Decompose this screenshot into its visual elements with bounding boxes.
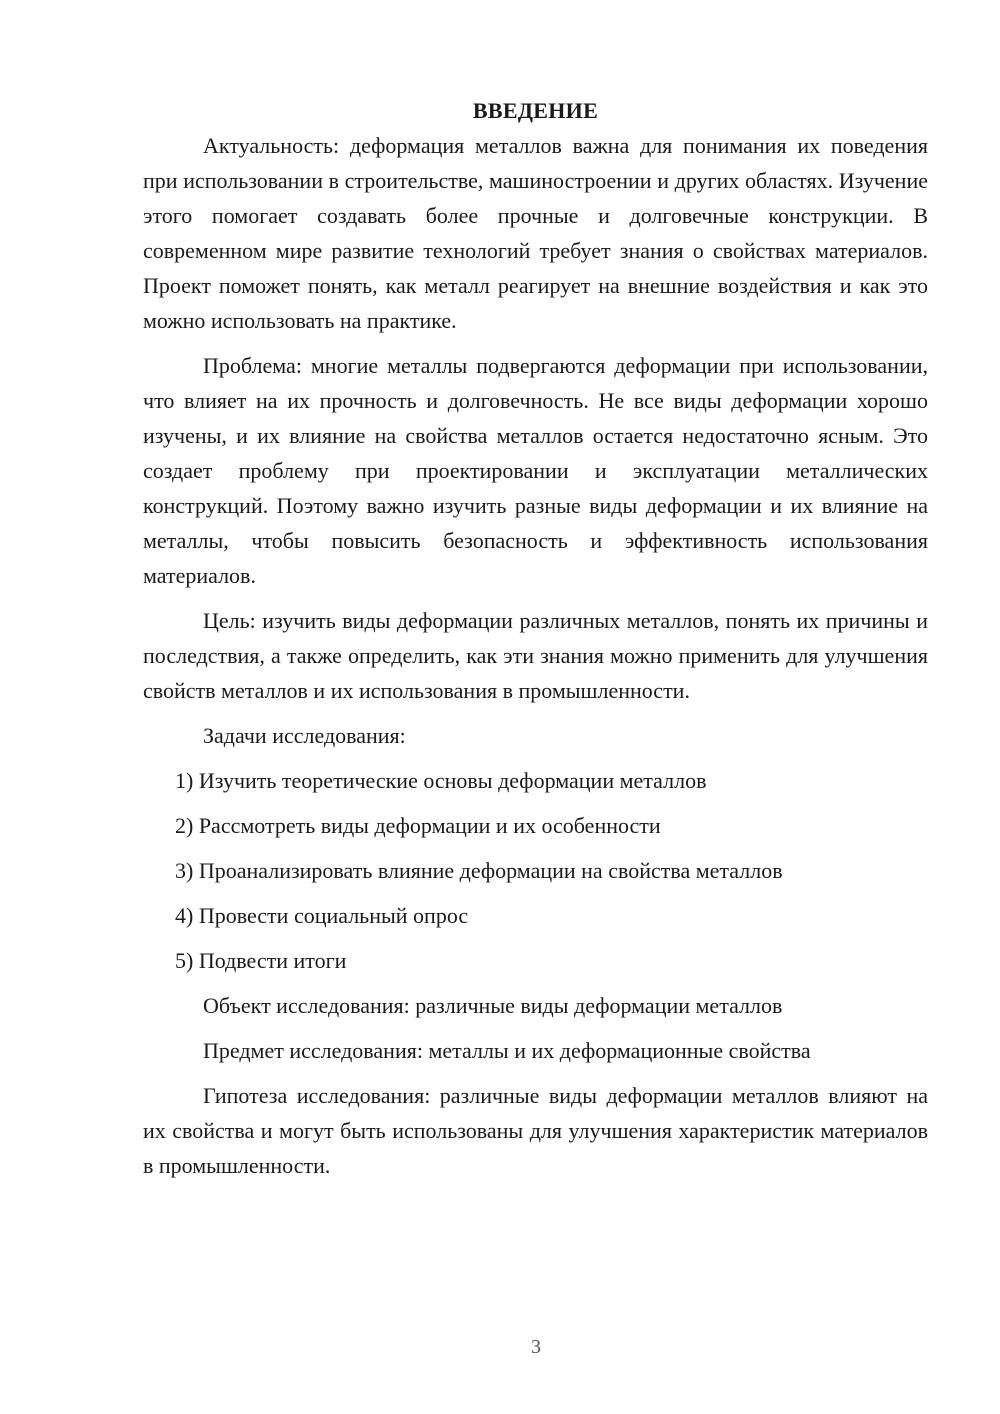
task-item: 5) Подвести итоги [175, 948, 347, 973]
tasks-list [143, 763, 928, 978]
paragraph-problem: Проблема: многие металлы подвергаются деформации при использовании, что влияет на их прочность и долговечность. Не все виды деформации хорошо изучены, и их влияние на свойства металлов остается недостаточно ясным. Это создает проблему при проектировании и эксплуатации металлических конструкций. Поэтому важно изучить разные виды деформации и их влияние на металлы, чтобы повысить безопасность и эффективность использования материалов. [143, 353, 928, 588]
research-hypothesis: Гипотеза исследования: различные виды деформации металлов влияют на их свойства и могут быть использованы для улучшения характеристик материалов в промышленности. [143, 1083, 928, 1178]
document-title: ВВЕДЕНИЕ [472, 98, 599, 123]
page-number: 3 [531, 1336, 541, 1358]
task-item: 3) Проанализировать влияние деформации на свойства металлов [175, 858, 783, 883]
paragraph-goal: Цель: изучить виды деформации различных металлов, понять их причины и последствия, а также определить, как эти знания можно применить для улучшения свойств металлов и их использования в промышленности. [143, 608, 928, 703]
research-object: Объект исследования: различные виды деформации металлов [203, 993, 783, 1018]
research-subject: Предмет исследования: металлы и их деформационные свойства [203, 1038, 811, 1063]
task-item: 2) Рассмотреть виды деформации и их особенности [175, 813, 661, 838]
tasks-heading: Задачи исследования: [203, 723, 406, 748]
task-item: 4) Провести социальный опрос [175, 903, 469, 928]
paragraph-relevance: Актуальность: деформация металлов важна для понимания их поведения при использовании в строительстве, машиностроении и других областях. Изучение этого помогает создавать более прочные и долговечные конструкции. В современном мире развитие технологий требует знания о свойствах материалов. Проект поможет понять, как металл реагирует на внешние воздействия и как это можно использовать на практике. [143, 133, 928, 333]
task-item: 1) Изучить теоретические основы деформации металлов [175, 768, 707, 793]
document-body [143, 93, 928, 1183]
